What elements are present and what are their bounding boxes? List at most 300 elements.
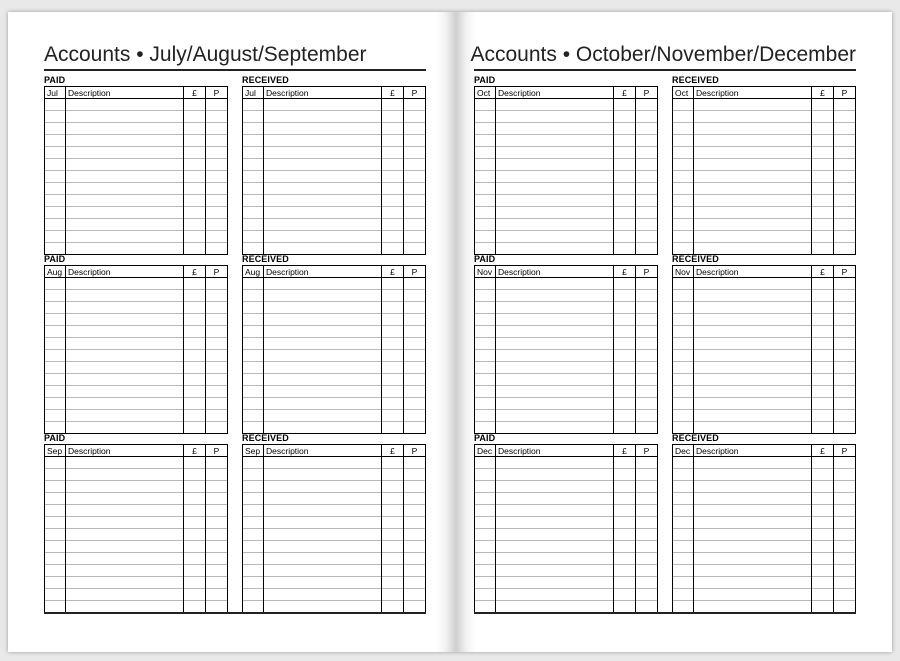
- pence-cell[interactable]: [834, 493, 856, 505]
- month-cell[interactable]: [673, 505, 694, 517]
- month-cell[interactable]: [475, 398, 496, 410]
- month-cell[interactable]: [45, 147, 66, 159]
- month-cell[interactable]: [673, 541, 694, 553]
- description-cell[interactable]: [66, 589, 184, 601]
- pence-cell[interactable]: [636, 410, 658, 422]
- description-cell[interactable]: [264, 553, 382, 565]
- pence-cell[interactable]: [404, 410, 426, 422]
- pence-cell[interactable]: [206, 505, 228, 517]
- pence-cell[interactable]: [404, 517, 426, 529]
- description-cell[interactable]: [496, 386, 614, 398]
- description-cell[interactable]: [496, 278, 614, 290]
- pence-cell[interactable]: [636, 290, 658, 302]
- month-cell[interactable]: [243, 219, 264, 231]
- pence-cell[interactable]: [636, 565, 658, 577]
- month-cell[interactable]: [243, 553, 264, 565]
- month-cell[interactable]: [673, 398, 694, 410]
- pence-cell[interactable]: [834, 290, 856, 302]
- pence-cell[interactable]: [206, 326, 228, 338]
- description-cell[interactable]: [66, 195, 184, 207]
- month-cell[interactable]: [475, 171, 496, 183]
- month-cell[interactable]: [45, 159, 66, 171]
- month-cell[interactable]: [45, 207, 66, 219]
- description-cell[interactable]: [264, 231, 382, 243]
- month-cell[interactable]: [475, 362, 496, 374]
- description-cell[interactable]: [496, 541, 614, 553]
- month-cell[interactable]: [475, 374, 496, 386]
- pounds-cell[interactable]: [382, 505, 404, 517]
- pence-cell[interactable]: [636, 601, 658, 613]
- pounds-cell[interactable]: [812, 135, 834, 147]
- pence-cell[interactable]: [834, 207, 856, 219]
- pence-cell[interactable]: [636, 314, 658, 326]
- pence-cell[interactable]: [404, 529, 426, 541]
- description-cell[interactable]: [66, 374, 184, 386]
- pounds-cell[interactable]: [184, 481, 206, 493]
- month-cell[interactable]: [475, 183, 496, 195]
- pounds-cell[interactable]: [614, 326, 636, 338]
- pence-cell[interactable]: [636, 517, 658, 529]
- month-cell[interactable]: [243, 386, 264, 398]
- pence-cell[interactable]: [636, 147, 658, 159]
- description-cell[interactable]: [66, 99, 184, 111]
- month-cell[interactable]: [243, 362, 264, 374]
- pounds-cell[interactable]: [184, 147, 206, 159]
- description-cell[interactable]: [496, 601, 614, 613]
- pounds-cell[interactable]: [614, 290, 636, 302]
- description-cell[interactable]: [694, 469, 812, 481]
- pence-cell[interactable]: [206, 99, 228, 111]
- pence-cell[interactable]: [636, 493, 658, 505]
- description-cell[interactable]: [264, 159, 382, 171]
- pence-cell[interactable]: [834, 374, 856, 386]
- month-cell[interactable]: [475, 601, 496, 613]
- description-cell[interactable]: [496, 457, 614, 469]
- description-cell[interactable]: [264, 589, 382, 601]
- month-cell[interactable]: [45, 171, 66, 183]
- pounds-cell[interactable]: [812, 207, 834, 219]
- pounds-cell[interactable]: [184, 565, 206, 577]
- description-cell[interactable]: [496, 159, 614, 171]
- description-cell[interactable]: [66, 302, 184, 314]
- description-cell[interactable]: [66, 493, 184, 505]
- month-cell[interactable]: [673, 147, 694, 159]
- description-cell[interactable]: [66, 505, 184, 517]
- description-cell[interactable]: [66, 481, 184, 493]
- pence-cell[interactable]: [206, 171, 228, 183]
- description-cell[interactable]: [264, 398, 382, 410]
- pounds-cell[interactable]: [614, 314, 636, 326]
- pounds-cell[interactable]: [184, 577, 206, 589]
- pence-cell[interactable]: [636, 457, 658, 469]
- pounds-cell[interactable]: [184, 517, 206, 529]
- pounds-cell[interactable]: [184, 219, 206, 231]
- month-cell[interactable]: [243, 541, 264, 553]
- pence-cell[interactable]: [404, 290, 426, 302]
- pounds-cell[interactable]: [614, 147, 636, 159]
- pounds-cell[interactable]: [184, 601, 206, 613]
- description-cell[interactable]: [694, 99, 812, 111]
- description-cell[interactable]: [694, 553, 812, 565]
- month-cell[interactable]: [45, 481, 66, 493]
- pence-cell[interactable]: [834, 469, 856, 481]
- description-cell[interactable]: [694, 207, 812, 219]
- month-cell[interactable]: [673, 278, 694, 290]
- month-cell[interactable]: [45, 541, 66, 553]
- pounds-cell[interactable]: [812, 577, 834, 589]
- pounds-cell[interactable]: [382, 553, 404, 565]
- pounds-cell[interactable]: [614, 123, 636, 135]
- description-cell[interactable]: [694, 147, 812, 159]
- pounds-cell[interactable]: [382, 386, 404, 398]
- description-cell[interactable]: [264, 219, 382, 231]
- month-cell[interactable]: [673, 457, 694, 469]
- description-cell[interactable]: [264, 457, 382, 469]
- month-cell[interactable]: [45, 326, 66, 338]
- pence-cell[interactable]: [636, 219, 658, 231]
- description-cell[interactable]: [496, 290, 614, 302]
- description-cell[interactable]: [694, 541, 812, 553]
- pounds-cell[interactable]: [184, 529, 206, 541]
- pounds-cell[interactable]: [382, 183, 404, 195]
- description-cell[interactable]: [66, 183, 184, 195]
- pounds-cell[interactable]: [382, 517, 404, 529]
- description-cell[interactable]: [264, 481, 382, 493]
- month-cell[interactable]: [243, 601, 264, 613]
- pounds-cell[interactable]: [184, 374, 206, 386]
- pounds-cell[interactable]: [614, 195, 636, 207]
- pounds-cell[interactable]: [184, 362, 206, 374]
- description-cell[interactable]: [264, 123, 382, 135]
- pounds-cell[interactable]: [184, 135, 206, 147]
- pence-cell[interactable]: [206, 577, 228, 589]
- pence-cell[interactable]: [206, 350, 228, 362]
- pounds-cell[interactable]: [184, 302, 206, 314]
- pence-cell[interactable]: [404, 362, 426, 374]
- pence-cell[interactable]: [404, 171, 426, 183]
- month-cell[interactable]: [45, 410, 66, 422]
- pence-cell[interactable]: [834, 505, 856, 517]
- description-cell[interactable]: [264, 99, 382, 111]
- pounds-cell[interactable]: [382, 565, 404, 577]
- pounds-cell[interactable]: [812, 517, 834, 529]
- month-cell[interactable]: [243, 111, 264, 123]
- pounds-cell[interactable]: [812, 111, 834, 123]
- month-cell[interactable]: [45, 601, 66, 613]
- pounds-cell[interactable]: [184, 541, 206, 553]
- pence-cell[interactable]: [636, 505, 658, 517]
- pence-cell[interactable]: [206, 314, 228, 326]
- description-cell[interactable]: [264, 290, 382, 302]
- pence-cell[interactable]: [404, 374, 426, 386]
- description-cell[interactable]: [264, 469, 382, 481]
- description-cell[interactable]: [694, 374, 812, 386]
- pence-cell[interactable]: [206, 374, 228, 386]
- pounds-cell[interactable]: [382, 195, 404, 207]
- month-cell[interactable]: [475, 410, 496, 422]
- month-cell[interactable]: [673, 481, 694, 493]
- month-cell[interactable]: [243, 135, 264, 147]
- description-cell[interactable]: [694, 326, 812, 338]
- month-cell[interactable]: [475, 481, 496, 493]
- pounds-cell[interactable]: [184, 589, 206, 601]
- month-cell[interactable]: [45, 529, 66, 541]
- pence-cell[interactable]: [404, 147, 426, 159]
- month-cell[interactable]: [45, 195, 66, 207]
- month-cell[interactable]: [45, 278, 66, 290]
- pounds-cell[interactable]: [382, 314, 404, 326]
- pounds-cell[interactable]: [184, 231, 206, 243]
- pounds-cell[interactable]: [812, 314, 834, 326]
- pence-cell[interactable]: [636, 231, 658, 243]
- description-cell[interactable]: [694, 589, 812, 601]
- pounds-cell[interactable]: [184, 290, 206, 302]
- pounds-cell[interactable]: [382, 529, 404, 541]
- month-cell[interactable]: [243, 99, 264, 111]
- description-cell[interactable]: [66, 577, 184, 589]
- month-cell[interactable]: [475, 350, 496, 362]
- pounds-cell[interactable]: [812, 553, 834, 565]
- description-cell[interactable]: [496, 398, 614, 410]
- pounds-cell[interactable]: [812, 338, 834, 350]
- pence-cell[interactable]: [206, 159, 228, 171]
- pounds-cell[interactable]: [184, 159, 206, 171]
- pounds-cell[interactable]: [614, 338, 636, 350]
- month-cell[interactable]: [45, 386, 66, 398]
- month-cell[interactable]: [243, 481, 264, 493]
- pounds-cell[interactable]: [382, 302, 404, 314]
- pounds-cell[interactable]: [812, 278, 834, 290]
- month-cell[interactable]: [243, 517, 264, 529]
- month-cell[interactable]: [243, 231, 264, 243]
- month-cell[interactable]: [475, 314, 496, 326]
- pence-cell[interactable]: [404, 314, 426, 326]
- pence-cell[interactable]: [834, 111, 856, 123]
- description-cell[interactable]: [694, 123, 812, 135]
- month-cell[interactable]: [475, 147, 496, 159]
- description-cell[interactable]: [694, 517, 812, 529]
- month-cell[interactable]: [475, 541, 496, 553]
- month-cell[interactable]: [45, 135, 66, 147]
- pence-cell[interactable]: [834, 481, 856, 493]
- pence-cell[interactable]: [404, 589, 426, 601]
- month-cell[interactable]: [243, 159, 264, 171]
- pence-cell[interactable]: [834, 302, 856, 314]
- month-cell[interactable]: [243, 278, 264, 290]
- month-cell[interactable]: [673, 99, 694, 111]
- month-cell[interactable]: [243, 469, 264, 481]
- pence-cell[interactable]: [404, 398, 426, 410]
- description-cell[interactable]: [264, 207, 382, 219]
- description-cell[interactable]: [694, 398, 812, 410]
- pence-cell[interactable]: [404, 99, 426, 111]
- month-cell[interactable]: [45, 374, 66, 386]
- pence-cell[interactable]: [636, 350, 658, 362]
- pence-cell[interactable]: [834, 457, 856, 469]
- pounds-cell[interactable]: [184, 278, 206, 290]
- description-cell[interactable]: [264, 183, 382, 195]
- description-cell[interactable]: [496, 362, 614, 374]
- month-cell[interactable]: [673, 207, 694, 219]
- pence-cell[interactable]: [834, 410, 856, 422]
- pence-cell[interactable]: [834, 362, 856, 374]
- description-cell[interactable]: [66, 362, 184, 374]
- pounds-cell[interactable]: [812, 231, 834, 243]
- pounds-cell[interactable]: [812, 326, 834, 338]
- pounds-cell[interactable]: [812, 398, 834, 410]
- pence-cell[interactable]: [404, 601, 426, 613]
- pounds-cell[interactable]: [812, 589, 834, 601]
- month-cell[interactable]: [45, 517, 66, 529]
- pounds-cell[interactable]: [812, 410, 834, 422]
- month-cell[interactable]: [45, 577, 66, 589]
- month-cell[interactable]: [243, 123, 264, 135]
- pence-cell[interactable]: [404, 123, 426, 135]
- month-cell[interactable]: [243, 410, 264, 422]
- pounds-cell[interactable]: [614, 481, 636, 493]
- description-cell[interactable]: [694, 183, 812, 195]
- pounds-cell[interactable]: [812, 99, 834, 111]
- pence-cell[interactable]: [206, 362, 228, 374]
- description-cell[interactable]: [264, 493, 382, 505]
- pounds-cell[interactable]: [614, 398, 636, 410]
- pounds-cell[interactable]: [382, 338, 404, 350]
- pence-cell[interactable]: [206, 398, 228, 410]
- pence-cell[interactable]: [834, 589, 856, 601]
- pounds-cell[interactable]: [812, 302, 834, 314]
- pounds-cell[interactable]: [382, 159, 404, 171]
- month-cell[interactable]: [475, 278, 496, 290]
- pounds-cell[interactable]: [812, 123, 834, 135]
- month-cell[interactable]: [475, 159, 496, 171]
- month-cell[interactable]: [45, 314, 66, 326]
- description-cell[interactable]: [694, 338, 812, 350]
- month-cell[interactable]: [673, 362, 694, 374]
- description-cell[interactable]: [66, 517, 184, 529]
- description-cell[interactable]: [694, 171, 812, 183]
- description-cell[interactable]: [496, 135, 614, 147]
- description-cell[interactable]: [496, 505, 614, 517]
- description-cell[interactable]: [694, 159, 812, 171]
- month-cell[interactable]: [243, 398, 264, 410]
- month-cell[interactable]: [673, 517, 694, 529]
- pounds-cell[interactable]: [382, 99, 404, 111]
- pounds-cell[interactable]: [382, 457, 404, 469]
- month-cell[interactable]: [475, 219, 496, 231]
- month-cell[interactable]: [243, 529, 264, 541]
- pounds-cell[interactable]: [614, 565, 636, 577]
- month-cell[interactable]: [673, 171, 694, 183]
- description-cell[interactable]: [264, 326, 382, 338]
- description-cell[interactable]: [694, 231, 812, 243]
- pence-cell[interactable]: [834, 135, 856, 147]
- month-cell[interactable]: [475, 529, 496, 541]
- pence-cell[interactable]: [404, 195, 426, 207]
- description-cell[interactable]: [496, 589, 614, 601]
- month-cell[interactable]: [243, 565, 264, 577]
- description-cell[interactable]: [66, 565, 184, 577]
- description-cell[interactable]: [264, 171, 382, 183]
- month-cell[interactable]: [243, 183, 264, 195]
- description-cell[interactable]: [496, 338, 614, 350]
- description-cell[interactable]: [496, 469, 614, 481]
- pence-cell[interactable]: [206, 195, 228, 207]
- description-cell[interactable]: [694, 386, 812, 398]
- pence-cell[interactable]: [834, 553, 856, 565]
- month-cell[interactable]: [673, 386, 694, 398]
- month-cell[interactable]: [673, 111, 694, 123]
- month-cell[interactable]: [475, 457, 496, 469]
- pounds-cell[interactable]: [184, 207, 206, 219]
- pounds-cell[interactable]: [614, 159, 636, 171]
- description-cell[interactable]: [694, 111, 812, 123]
- month-cell[interactable]: [673, 565, 694, 577]
- pounds-cell[interactable]: [382, 589, 404, 601]
- pence-cell[interactable]: [636, 374, 658, 386]
- description-cell[interactable]: [264, 386, 382, 398]
- pence-cell[interactable]: [404, 553, 426, 565]
- description-cell[interactable]: [496, 350, 614, 362]
- pounds-cell[interactable]: [614, 350, 636, 362]
- pence-cell[interactable]: [404, 469, 426, 481]
- month-cell[interactable]: [243, 195, 264, 207]
- pence-cell[interactable]: [206, 290, 228, 302]
- pence-cell[interactable]: [404, 350, 426, 362]
- pounds-cell[interactable]: [382, 171, 404, 183]
- description-cell[interactable]: [66, 219, 184, 231]
- description-cell[interactable]: [66, 135, 184, 147]
- description-cell[interactable]: [694, 481, 812, 493]
- description-cell[interactable]: [496, 493, 614, 505]
- pence-cell[interactable]: [404, 219, 426, 231]
- description-cell[interactable]: [66, 553, 184, 565]
- pounds-cell[interactable]: [184, 469, 206, 481]
- description-cell[interactable]: [66, 398, 184, 410]
- pounds-cell[interactable]: [812, 290, 834, 302]
- month-cell[interactable]: [673, 589, 694, 601]
- pounds-cell[interactable]: [184, 505, 206, 517]
- pounds-cell[interactable]: [812, 493, 834, 505]
- month-cell[interactable]: [475, 207, 496, 219]
- month-cell[interactable]: [45, 302, 66, 314]
- description-cell[interactable]: [66, 469, 184, 481]
- pence-cell[interactable]: [636, 135, 658, 147]
- month-cell[interactable]: [475, 565, 496, 577]
- description-cell[interactable]: [694, 577, 812, 589]
- description-cell[interactable]: [66, 410, 184, 422]
- month-cell[interactable]: [45, 219, 66, 231]
- pounds-cell[interactable]: [382, 493, 404, 505]
- pence-cell[interactable]: [404, 493, 426, 505]
- description-cell[interactable]: [694, 195, 812, 207]
- pounds-cell[interactable]: [812, 362, 834, 374]
- month-cell[interactable]: [45, 99, 66, 111]
- pounds-cell[interactable]: [184, 111, 206, 123]
- description-cell[interactable]: [496, 374, 614, 386]
- description-cell[interactable]: [264, 278, 382, 290]
- pence-cell[interactable]: [404, 565, 426, 577]
- month-cell[interactable]: [45, 505, 66, 517]
- month-cell[interactable]: [243, 577, 264, 589]
- description-cell[interactable]: [66, 111, 184, 123]
- pounds-cell[interactable]: [812, 159, 834, 171]
- pence-cell[interactable]: [636, 577, 658, 589]
- pounds-cell[interactable]: [812, 541, 834, 553]
- pounds-cell[interactable]: [614, 410, 636, 422]
- pence-cell[interactable]: [206, 553, 228, 565]
- pence-cell[interactable]: [206, 207, 228, 219]
- pounds-cell[interactable]: [614, 601, 636, 613]
